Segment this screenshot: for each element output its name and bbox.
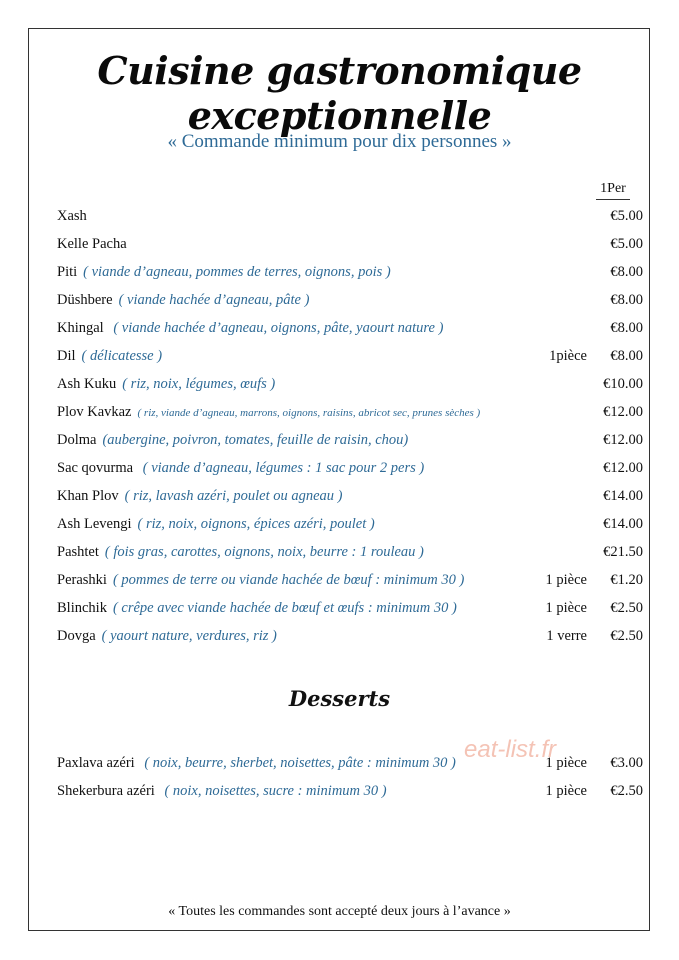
- footer-note: « Toutes les commandes sont accepté deux jours à l’avance »: [168, 904, 511, 919]
- item-quantity: 1 pièce: [545, 572, 587, 588]
- item-name: Kelle Pacha: [57, 236, 127, 252]
- item-name: Dolma: [57, 432, 97, 448]
- item-price: €12.00: [603, 460, 643, 476]
- item-description: ( yaourt nature, verdures, riz ): [101, 628, 277, 644]
- item-description: ( noix, noisettes, sucre : minimum 30 ): [160, 783, 387, 799]
- item-price: €8.00: [610, 320, 643, 336]
- item-price: €5.00: [610, 236, 643, 252]
- item-name: Perashki: [57, 572, 107, 588]
- item-quantity: 1 verre: [546, 628, 587, 644]
- menu-item: [57, 432, 647, 454]
- menu-item: [57, 376, 647, 398]
- item-price: €2.50: [610, 783, 643, 799]
- menu-item: [57, 348, 647, 370]
- item-description: ( crêpe avec viande hachée de bœuf et œufs : minimum 30 ): [112, 600, 457, 616]
- item-price: €2.50: [610, 600, 643, 616]
- item-description: ( viande hachée d’agneau, oignons, pâte, yaourt nature ): [109, 320, 444, 336]
- item-description: ( riz, noix, légumes, œufs ): [122, 376, 276, 392]
- menu-item: [57, 264, 647, 286]
- price-column-header: 1Per: [596, 181, 630, 200]
- menu-item: [57, 516, 647, 538]
- item-name: Piti: [57, 264, 78, 280]
- item-price: €2.50: [610, 628, 643, 644]
- menu-item: [57, 460, 647, 482]
- item-quantity: 1 pièce: [545, 600, 587, 616]
- menu-item: [57, 488, 647, 510]
- menu-item: [57, 544, 647, 566]
- item-quantity: 1pièce: [549, 348, 587, 364]
- item-description: ( riz, lavash azéri, poulet ou agneau ): [124, 488, 343, 504]
- item-name: Sac qovurma: [57, 460, 134, 476]
- menu-item: [57, 208, 647, 230]
- item-name: Düshbere: [57, 292, 113, 308]
- item-price: €3.00: [610, 755, 643, 771]
- item-price: €12.00: [603, 432, 643, 448]
- item-description: ( riz, noix, oignons, épices azéri, poulet ): [137, 516, 375, 532]
- menu-item: [57, 320, 647, 342]
- item-name: Paxlava azéri: [57, 755, 135, 771]
- item-name: Khingal: [57, 320, 104, 336]
- item-name: Ash Kuku: [57, 376, 117, 392]
- menu-subtitle: « Commande minimum pour dix personnes »: [167, 131, 512, 152]
- dessert-item: [57, 783, 647, 805]
- menu-item: [57, 628, 647, 650]
- item-price: €8.00: [610, 292, 643, 308]
- item-name: Dovga: [57, 628, 96, 644]
- item-description: (aubergine, poivron, tomates, feuille de raisin, chou): [102, 432, 409, 448]
- item-name: Dil: [57, 348, 76, 364]
- menu-item: [57, 292, 647, 314]
- desserts-heading: Desserts: [288, 686, 391, 711]
- item-name: Blinchik: [57, 600, 107, 616]
- item-description: ( noix, beurre, sherbet, noisettes, pâte : minimum 30 ): [140, 755, 456, 771]
- item-name: Plov Kavkaz: [57, 404, 132, 420]
- item-price: €8.00: [610, 264, 643, 280]
- item-price: €1.20: [610, 572, 643, 588]
- item-price: €10.00: [603, 376, 643, 392]
- item-price: €14.00: [603, 516, 643, 532]
- menu-item: [57, 404, 647, 426]
- item-description: ( riz, viande d’agneau, marrons, oignons, raisins, abricot sec, prunes sèches ): [137, 407, 481, 419]
- item-description: ( pommes de terre ou viande hachée de bœuf : minimum 30 ): [112, 572, 465, 588]
- item-description: ( viande d’agneau, pommes de terres, oignons, pois ): [83, 264, 391, 280]
- menu-item: [57, 572, 647, 594]
- item-name: Pashtet: [57, 544, 99, 560]
- item-price: €5.00: [610, 208, 643, 224]
- item-quantity: 1 pièce: [545, 783, 587, 799]
- item-name: Shekerbura azéri: [57, 783, 155, 799]
- item-name: Xash: [57, 208, 87, 224]
- item-price: €21.50: [603, 544, 643, 560]
- item-quantity: 1 pièce: [545, 755, 587, 771]
- watermark: eat-list.fr: [464, 736, 557, 763]
- item-price: €14.00: [603, 488, 643, 504]
- item-description: ( fois gras, carottes, oignons, noix, beurre : 1 rouleau ): [104, 544, 424, 560]
- item-description: ( viande hachée d’agneau, pâte ): [118, 292, 310, 308]
- item-description: ( viande d’agneau, légumes : 1 sac pour 2 pers ): [139, 460, 425, 476]
- dessert-item: [57, 755, 647, 777]
- item-price: €8.00: [610, 348, 643, 364]
- menu-title: Cuisine gastronomique exceptionnelle: [97, 48, 582, 138]
- item-description: ( délicatesse ): [81, 348, 163, 364]
- item-name: Khan Plov: [57, 488, 119, 504]
- item-name: Ash Levengi: [57, 516, 132, 532]
- menu-item: [57, 600, 647, 622]
- item-price: €12.00: [603, 404, 643, 420]
- menu-item: [57, 236, 647, 258]
